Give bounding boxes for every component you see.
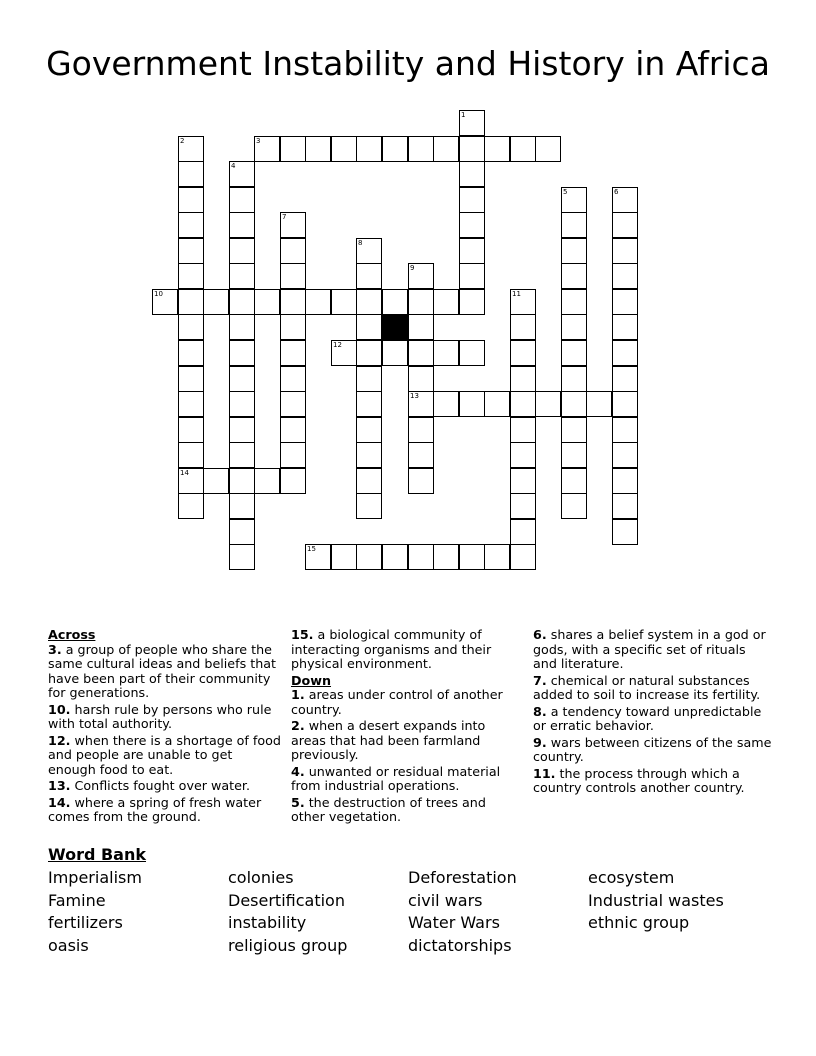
grid-cell[interactable] [152, 289, 178, 315]
clue-number: 14 [180, 469, 189, 477]
word-bank-item: civil wars [408, 891, 483, 910]
grid-cell[interactable] [178, 238, 204, 264]
clue-down-6: 6. shares a belief system in a god or gods, with a specific set of rituals and literature. [533, 627, 766, 671]
grid-cell[interactable] [280, 212, 306, 238]
grid-cell[interactable] [178, 289, 204, 315]
grid-cell[interactable] [280, 340, 306, 366]
grid-cell[interactable] [612, 212, 638, 238]
grid-cell[interactable] [561, 417, 587, 443]
grid-cell[interactable] [382, 544, 408, 570]
grid-cell[interactable] [561, 468, 587, 494]
grid-cell[interactable] [408, 366, 434, 392]
clue-across-12: 12. when there is a shortage of food and people are unable to get enough food to eat. [48, 732, 281, 777]
grid-cell[interactable] [459, 263, 485, 289]
grid-cell[interactable] [561, 263, 587, 289]
clue-column-2 [291, 628, 523, 827]
grid-cell[interactable] [229, 519, 255, 545]
down-heading: Down [291, 672, 332, 688]
clue-across-3: 3. a group of people who share the same cultural ideas and beliefs that have been part of their community for generations. [48, 641, 276, 700]
grid-cell[interactable] [408, 442, 434, 468]
grid-cell[interactable] [229, 340, 255, 366]
clue-down-2: 2. when a desert expands into areas that had been farmland previously. [291, 718, 486, 762]
clue-across-15: 15. a biological community of interacting organisms and their physical environment. [291, 627, 492, 671]
grid-cell[interactable] [305, 289, 331, 315]
grid-cell[interactable] [280, 442, 306, 468]
grid-cell[interactable] [356, 544, 382, 570]
clue-across-14: 14. where a spring of fresh water comes from the ground. [48, 794, 262, 824]
grid-cell[interactable] [612, 417, 638, 443]
grid-cell[interactable] [229, 263, 255, 289]
grid-cell[interactable] [612, 340, 638, 366]
grid-cell[interactable] [535, 136, 561, 162]
grid-cell[interactable] [510, 544, 536, 570]
grid-cell[interactable] [382, 136, 408, 162]
grid-cell[interactable] [484, 391, 510, 417]
grid-cell[interactable] [229, 442, 255, 468]
grid-cell[interactable] [612, 442, 638, 468]
grid-cell[interactable] [612, 366, 638, 392]
grid-cell[interactable] [612, 187, 638, 213]
grid-cell[interactable] [612, 493, 638, 519]
grid-cell[interactable] [459, 544, 485, 570]
clue-across-10: 10. harsh rule by persons who rule with total authority. [48, 701, 272, 731]
grid-cell[interactable] [356, 238, 382, 264]
clue-number: 9 [410, 264, 415, 272]
clue-number: 6 [614, 188, 619, 196]
grid-cell[interactable] [254, 289, 280, 315]
grid-cell[interactable] [510, 314, 536, 340]
grid-cell[interactable] [178, 442, 204, 468]
grid-cell[interactable] [612, 391, 638, 417]
clue-number: 10 [154, 290, 163, 298]
grid-cell[interactable] [229, 238, 255, 264]
grid-cell[interactable] [510, 340, 536, 366]
grid-cell[interactable] [459, 161, 485, 187]
grid-cell[interactable] [510, 519, 536, 545]
grid-cell[interactable] [356, 468, 382, 494]
clue-column-3 [533, 628, 773, 798]
clue-down-5: 5. the destruction of trees and other vegetation. [291, 794, 486, 824]
grid-cell[interactable] [433, 391, 459, 417]
grid-cell[interactable] [510, 442, 536, 468]
grid-cell[interactable] [459, 136, 485, 162]
clue-number: 5 [563, 188, 568, 196]
word-bank-item: Industrial wastes [588, 891, 724, 910]
word-bank-item: Famine [48, 891, 106, 910]
grid-cell[interactable] [408, 314, 434, 340]
grid-cell[interactable] [408, 340, 434, 366]
grid-cell[interactable] [331, 136, 357, 162]
clue-down-1: 1. areas under control of another country. [291, 687, 503, 717]
grid-cell[interactable] [280, 263, 306, 289]
clue-number: 8 [358, 239, 363, 247]
clue-number: 3 [256, 137, 261, 145]
grid-cell[interactable] [408, 136, 434, 162]
grid-cell[interactable] [280, 238, 306, 264]
grid-cell[interactable] [433, 544, 459, 570]
grid-cell[interactable] [484, 136, 510, 162]
word-bank-item: Desertification [228, 891, 345, 910]
across-heading: Across [48, 627, 96, 642]
grid-cell[interactable] [459, 391, 485, 417]
grid-cell[interactable] [229, 289, 255, 315]
grid-cell[interactable] [178, 212, 204, 238]
clue-down-11: 11. the process through which a country controls another country. [533, 765, 745, 795]
grid-cell[interactable] [433, 340, 459, 366]
grid-cell[interactable] [280, 468, 306, 494]
grid-cell[interactable] [280, 417, 306, 443]
clue-number: 2 [180, 137, 185, 145]
grid-cell[interactable] [331, 289, 357, 315]
grid-cell[interactable] [561, 187, 587, 213]
grid-cell[interactable] [510, 289, 536, 315]
grid-cell[interactable] [280, 366, 306, 392]
grid-cell[interactable] [178, 391, 204, 417]
clue-number: 11 [512, 290, 521, 298]
grid-cell[interactable] [459, 110, 485, 136]
grid-cell[interactable] [305, 136, 331, 162]
grid-cell[interactable] [356, 391, 382, 417]
word-bank-item: instability [228, 913, 307, 932]
word-bank-item: ethnic group [588, 913, 690, 932]
grid-cell[interactable] [178, 161, 204, 187]
grid-cell[interactable] [510, 366, 536, 392]
clue-across-13: 13. Conflicts fought over water. [48, 778, 251, 793]
grid-cell[interactable] [561, 391, 587, 417]
grid-cell[interactable] [254, 468, 280, 494]
grid-cell[interactable] [203, 289, 229, 315]
grid-cell[interactable] [382, 289, 408, 315]
grid-cell[interactable] [459, 340, 485, 366]
grid-cell[interactable] [229, 493, 255, 519]
grid-cell[interactable] [229, 212, 255, 238]
grid-cell[interactable] [408, 391, 434, 417]
grid-cell[interactable] [561, 289, 587, 315]
grid-cell[interactable] [356, 314, 382, 340]
grid-cell[interactable] [280, 391, 306, 417]
grid-cell[interactable] [356, 289, 382, 315]
grid-cell[interactable] [178, 468, 204, 494]
grid-cell[interactable] [612, 519, 638, 545]
grid-cell[interactable] [229, 468, 255, 494]
grid-cell[interactable] [331, 544, 357, 570]
grid-cell[interactable] [229, 161, 255, 187]
grid-cell[interactable] [433, 289, 459, 315]
grid-cell[interactable] [178, 136, 204, 162]
clue-number: 15 [307, 545, 316, 553]
grid-cell[interactable] [561, 442, 587, 468]
grid-cell[interactable] [408, 289, 434, 315]
grid-cell[interactable] [178, 263, 204, 289]
grid-cell[interactable] [280, 136, 306, 162]
word-bank-item: Water Wars [408, 913, 500, 932]
clue-down-8: 8. a tendency toward unpredictable or erratic behavior. [533, 703, 762, 733]
grid-cell[interactable] [356, 340, 382, 366]
grid-cell[interactable] [178, 417, 204, 443]
grid-cell[interactable] [459, 238, 485, 264]
word-bank-item: religious group [228, 936, 348, 955]
grid-cell[interactable] [561, 238, 587, 264]
grid-cell[interactable] [612, 263, 638, 289]
grid-cell[interactable] [280, 314, 306, 340]
grid-cell[interactable] [433, 136, 459, 162]
grid-cell[interactable] [612, 314, 638, 340]
clue-number: 7 [282, 213, 287, 221]
grid-cell[interactable] [331, 340, 357, 366]
grid-cell[interactable] [356, 417, 382, 443]
grid-cell[interactable] [356, 493, 382, 519]
grid-cell[interactable] [459, 212, 485, 238]
grid-cell[interactable] [254, 136, 280, 162]
grid-cell[interactable] [305, 544, 331, 570]
grid-cell[interactable] [612, 289, 638, 315]
grid-cell[interactable] [510, 468, 536, 494]
grid-cell[interactable] [229, 544, 255, 570]
grid-cell[interactable] [612, 468, 638, 494]
word-bank-item: Imperialism [48, 868, 142, 887]
grid-cell[interactable] [382, 340, 408, 366]
grid-cell[interactable] [510, 136, 536, 162]
grid-cell[interactable] [356, 136, 382, 162]
clue-number: 4 [231, 162, 236, 170]
grid-cell[interactable] [229, 391, 255, 417]
word-bank-item: oasis [48, 936, 89, 955]
grid-cell[interactable] [229, 314, 255, 340]
grid-cell[interactable] [408, 263, 434, 289]
clue-down-9: 9. wars between citizens of the same country. [533, 734, 772, 764]
word-bank-item: ecosystem [588, 868, 675, 887]
grid-cell[interactable] [356, 366, 382, 392]
grid-cell[interactable] [203, 468, 229, 494]
clue-number: 1 [461, 111, 466, 119]
grid-cell[interactable] [561, 366, 587, 392]
grid-cell[interactable] [356, 263, 382, 289]
clue-number: 13 [410, 392, 419, 400]
grid-cell[interactable] [510, 417, 536, 443]
word-bank-item: fertilizers [48, 913, 123, 932]
word-bank-item: dictatorships [408, 936, 512, 955]
grid-cell[interactable] [356, 442, 382, 468]
grid-cell[interactable] [280, 289, 306, 315]
grid-cell[interactable] [612, 238, 638, 264]
grid-cell[interactable] [510, 493, 536, 519]
clue-down-4: 4. unwanted or residual material from industrial operations. [291, 763, 501, 793]
grid-cell[interactable] [408, 468, 434, 494]
grid-cell[interactable] [561, 314, 587, 340]
grid-cell[interactable] [178, 314, 204, 340]
grid-cell[interactable] [459, 187, 485, 213]
page-title: Government Instability and History in Africa [46, 44, 770, 83]
grid-cell[interactable] [178, 366, 204, 392]
grid-cell[interactable] [408, 417, 434, 443]
grid-cell[interactable] [408, 544, 434, 570]
grid-cell[interactable] [178, 340, 204, 366]
clue-down-7: 7. chemical or natural substances added to soil to increase its fertility. [533, 672, 761, 702]
clue-number: 12 [333, 341, 342, 349]
grid-cell[interactable] [561, 340, 587, 366]
grid-cell[interactable] [484, 544, 510, 570]
grid-cell[interactable] [178, 493, 204, 519]
grid-cell[interactable] [561, 493, 587, 519]
grid-cell[interactable] [459, 289, 485, 315]
black-cell [382, 314, 408, 340]
grid-cell[interactable] [586, 391, 612, 417]
grid-cell[interactable] [229, 187, 255, 213]
grid-cell[interactable] [229, 366, 255, 392]
clue-column-1 [48, 628, 284, 827]
word-bank-item: colonies [228, 868, 294, 887]
grid-cell[interactable] [561, 212, 587, 238]
grid-cell[interactable] [229, 417, 255, 443]
grid-cell[interactable] [510, 391, 536, 417]
word-bank-title: Word Bank [48, 845, 147, 864]
grid-cell[interactable] [178, 187, 204, 213]
grid-cell[interactable] [535, 391, 561, 417]
word-bank-item: Deforestation [408, 868, 517, 887]
